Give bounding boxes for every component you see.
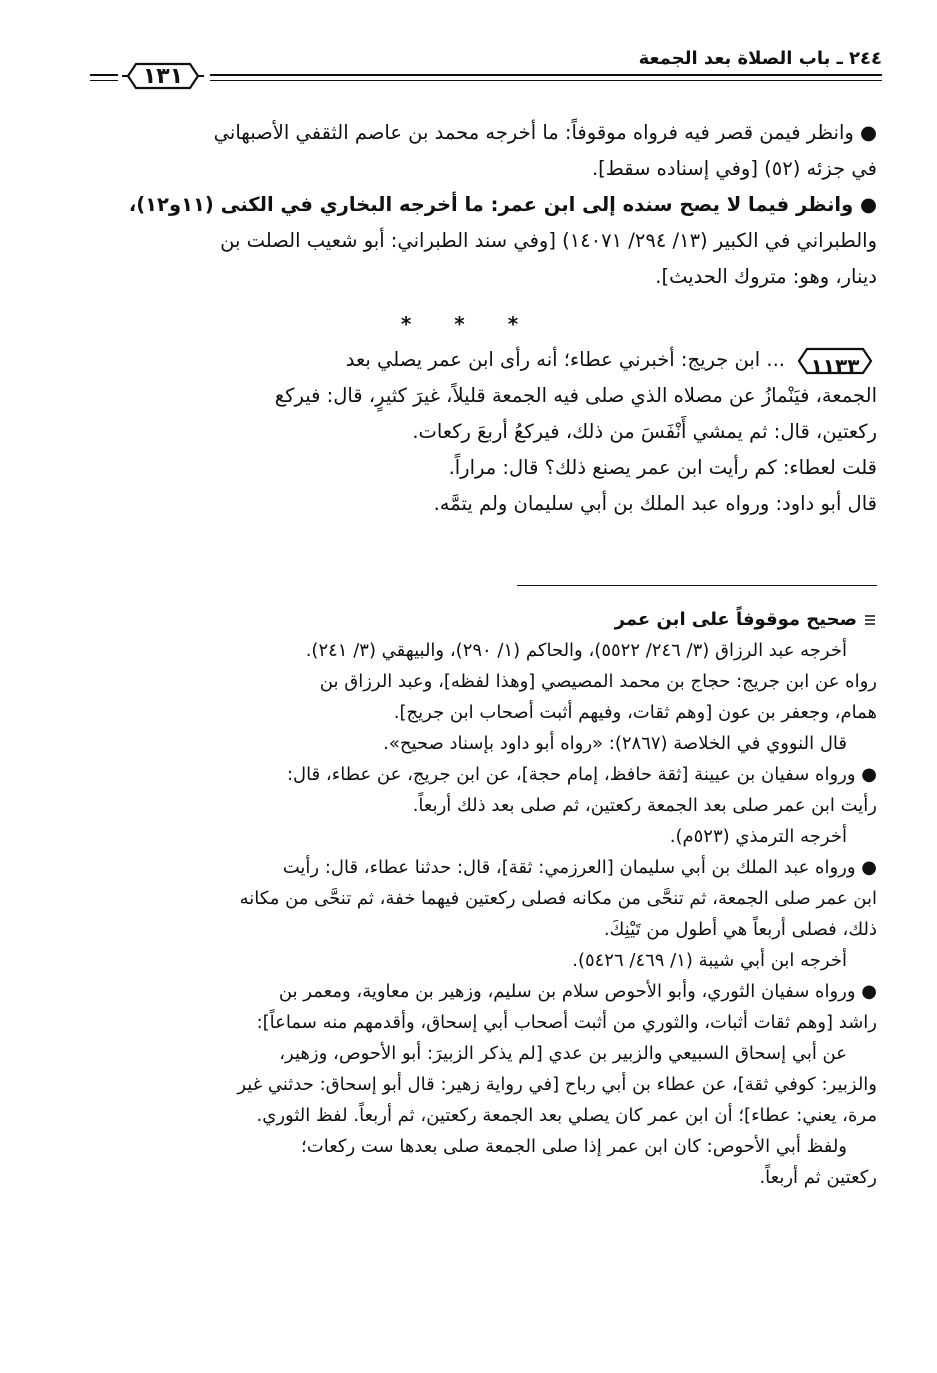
intro-line: ● وانظر فيمن قصر فيه فرواه موقوفاً: ما أخرجه محمد بن عاصم الثقفي الأصبهاني — [213, 121, 877, 144]
chapter-title: ٢٤٤ ـ باب الصلاة بعد الجمعة — [638, 48, 882, 69]
grade-marker-icon — [863, 613, 877, 627]
note-line: ذلك، فصلى أربعاً هي أطول من تَيْنِكَ. — [603, 919, 877, 940]
note-line: ولفظ أبي الأحوص: كان ابن عمر إذا صلى الجمعة صلى بعدها ست ركعات؛ — [301, 1136, 847, 1157]
hadith-block — [58, 342, 877, 522]
intro-line: في جزئه (٥٢) [وفي إسناده سقط]. — [591, 157, 877, 180]
note-line: راشد [وهم ثقات أثبات، والثوري من أثبت أصحاب أبي إسحاق، وأقدمهم منه سماعاً]: — [256, 1012, 877, 1033]
section-separator: * * * — [400, 312, 537, 336]
hadith-number: ١١٣٣ — [810, 353, 860, 378]
note-line: قال النووي في الخلاصة (٢٨٦٧): «رواه أبو داود بإسناد صحيح». — [383, 733, 847, 754]
notes-block — [58, 604, 877, 1193]
header-rule-short — [90, 74, 118, 81]
page-number: ١٣١ — [142, 63, 184, 89]
note-line: ● ورواه سفيان الثوري، وأبو الأحوص سلام بن سليم، وزهير بن معاوية، ومعمر بن — [278, 981, 877, 1002]
intro-block — [58, 115, 877, 295]
note-line: همام، وجعفر بن عون [وهم ثقات، وفيهم أثبت أصحاب ابن جريج]. — [393, 702, 877, 723]
header-rule — [210, 74, 882, 81]
note-line: عن أبي إسحاق السبيعي والزبير بن عدي [لم يذكر الزبيرَ: أبو الأحوص، وزهير، — [279, 1043, 847, 1064]
hadith-number-badge — [793, 345, 877, 377]
note-line: أخرجه الترمذي (٥٢٣م). — [669, 826, 847, 847]
hadith-text: ... ابن جريج: أخبرني عطاء؛ أنه رأى ابن عمر يصلي بعد — [345, 348, 785, 371]
note-line: ركعتين ثم أربعاً. — [759, 1167, 877, 1188]
hadith-line: قلت لعطاء: كم رأيت ابن عمر يصنع ذلك؟ قال: مراراً. — [448, 456, 877, 479]
hadith-line: ركعتين، قال: ثم يمشي أَنْفَسَ من ذلك، فيركعُ أربعَ ركعات. — [412, 420, 877, 443]
note-line: ● ورواه عبد الملك بن أبي سليمان [العرزمي: ثقة]، قال: حدثنا عطاء، قال: رأيت — [282, 857, 877, 878]
note-line: ● ورواه سفيان بن عيينة [ثقة حافظ، إمام حجة]، عن ابن جريج، عن عطاء، قال: — [286, 764, 877, 785]
page-number-badge — [120, 58, 206, 94]
intro-line: ● وانظر فيما لا يصح سنده إلى ابن عمر: ما أخرجه البخاري في الكنى (١١و١٢)، — [128, 193, 877, 216]
hadith-first-line — [58, 342, 877, 378]
note-line: والزبير: كوفي ثقة]، عن عطاء بن أبي رباح [في رواية زهير: قال أبو إسحاق: حدثني غير — [237, 1074, 877, 1095]
running-header — [90, 42, 882, 92]
note-line: رأيت ابن عمر صلى بعد الجمعة ركعتين، ثم صلى بعد ذلك أربعاً. — [412, 795, 877, 816]
note-line: رواه عن ابن جريج: حجاج بن محمد المصيصي [وهذا لفظه]، وعبد الرزاق بن — [319, 671, 877, 692]
note-line: مرة، يعني: عطاء]؛ أن ابن عمر كان يصلي بعد الجمعة ركعتين، ثم أربعاً. لفظ الثوري. — [256, 1105, 877, 1126]
grade-line — [58, 604, 877, 635]
footnote-separator — [517, 585, 877, 586]
grade-text: صحيح موقوفاً على ابن عمر — [614, 609, 857, 630]
hadith-line: الجمعة، فيَنْمازُ عن مصلاه الذي صلى فيه الجمعة قليلاً، غيرَ كثيرٍ، قال: فيركع — [274, 384, 877, 407]
intro-line: دينار، وهو: متروك الحديث]. — [655, 265, 877, 288]
notes-lines — [58, 635, 877, 1193]
note-line: أخرجه عبد الرزاق (٣/ ٢٤٦/ ٥٥٢٢)، والحاكم (١/ ٢٩٠)، والبيهقي (٣/ ٢٤١). — [305, 640, 847, 661]
intro-line: والطبراني في الكبير (١٣/ ٢٩٤/ ١٤٠٧١) [وفي سند الطبراني: أبو شعيب الصلت بن — [220, 229, 877, 252]
note-line: أخرجه ابن أبي شيبة (١/ ٤٦٩/ ٥٤٢٦). — [572, 950, 847, 971]
hadith-line: قال أبو داود: ورواه عبد الملك بن أبي سليمان ولم يتمَّه. — [433, 492, 877, 515]
note-line: ابن عمر صلى الجمعة، ثم تنحَّى من مكانه فصلى ركعتين فيهما خفة، ثم تنحَّى من مكانه — [239, 888, 877, 909]
